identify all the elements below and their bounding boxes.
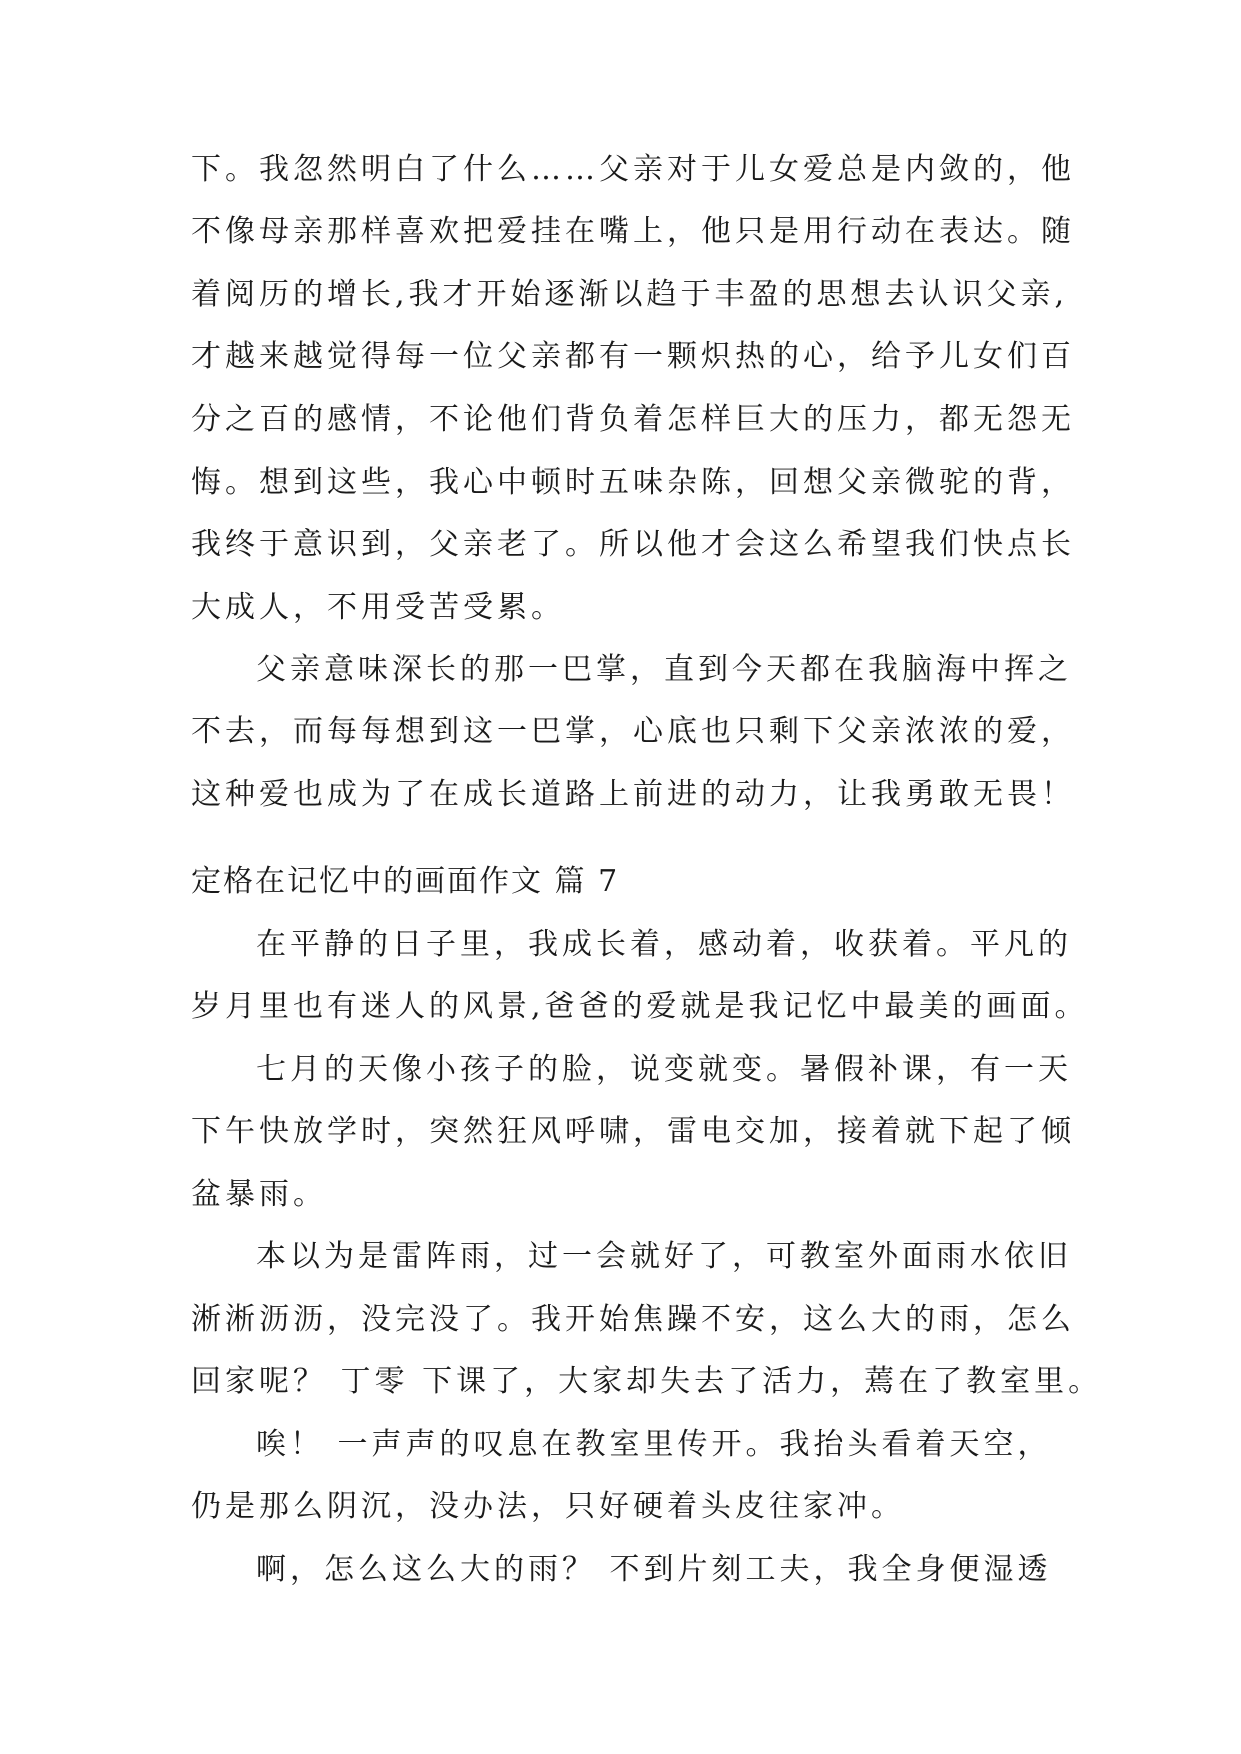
text-line: 这种爱也成为了在成长道路上前进的动力，让我勇敢无畏！ <box>191 777 1075 812</box>
text-line: 父亲意味深长的那一巴掌，直到今天都在我脑海中挥之 <box>256 652 1072 687</box>
text-line: 盆暴雨。 <box>191 1177 327 1212</box>
text-line: 着阅历的增长,我才开始逐渐以趋于丰盈的思想去认识父亲, <box>191 277 1069 312</box>
text-line: 七月的天像小孩子的脸，说变就变。暑假补课，有一天 <box>256 1052 1072 1087</box>
text-line: 不像母亲那样喜欢把爱挂在嘴上，他只是用行动在表达。随 <box>191 214 1075 249</box>
text-line: 分之百的感情，不论他们背负着怎样巨大的压力，都无怨无 <box>191 402 1075 437</box>
text-line: 大成人，不用受苦受累。 <box>191 590 565 625</box>
text-line: 在平静的日子里，我成长着，感动着，收获着。平凡的 <box>256 927 1072 962</box>
text-line: 岁月里也有迷人的风景,爸爸的爱就是我记忆中最美的画面。 <box>191 989 1089 1024</box>
text-line: 才越来越觉得每一位父亲都有一颗炽热的心，给予儿女们百 <box>191 339 1075 374</box>
text-line: 悔。想到这些，我心中顿时五味杂陈，回想父亲微驼的背， <box>191 465 1075 500</box>
text-line: 唉！ 一声声的叹息在教室里传开。我抬头看着天空， <box>256 1427 1052 1462</box>
text-line: 下午快放学时，突然狂风呼啸，雷电交加，接着就下起了倾 <box>191 1114 1075 1149</box>
text-line: 啊，怎么这么大的雨？ 不到片刻工夫，我全身便湿透 <box>256 1552 1052 1587</box>
text-line: 我终于意识到，父亲老了。所以他才会这么希望我们快点长 <box>191 527 1075 562</box>
text-line: 不去，而每每想到这一巴掌，心底也只剩下父亲浓浓的爱， <box>191 714 1075 749</box>
section-heading: 定格在记忆中的画面作文 篇 7 <box>191 864 620 899</box>
text-line: 回家呢？ 丁零 下课了，大家却失去了活力，蔫在了教室里。 <box>191 1364 1103 1399</box>
text-line: 仍是那么阴沉，没办法，只好硬着头皮往家冲。 <box>191 1489 905 1524</box>
text-line: 下。我忽然明白了什么……父亲对于儿女爱总是内敛的，他 <box>191 152 1075 187</box>
text-line: 淅淅沥沥，没完没了。我开始焦躁不安，这么大的雨，怎么 <box>191 1302 1075 1337</box>
text-line: 本以为是雷阵雨，过一会就好了，可教室外面雨水依旧 <box>256 1239 1072 1274</box>
